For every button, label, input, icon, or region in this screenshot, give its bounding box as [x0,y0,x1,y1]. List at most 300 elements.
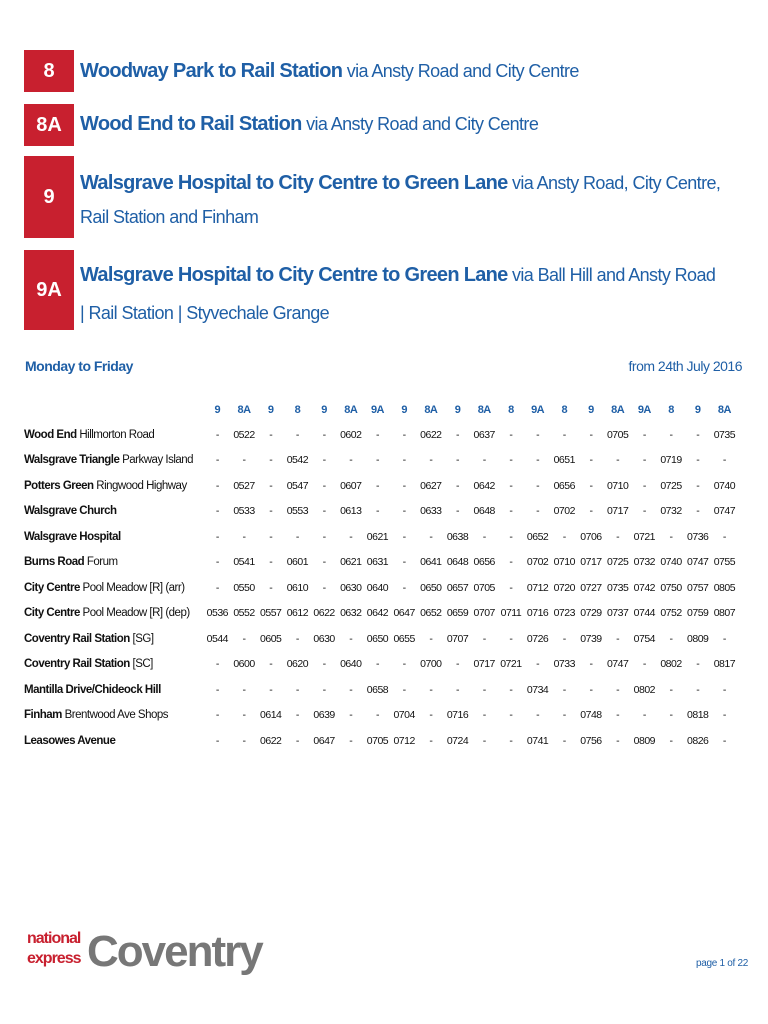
departure-time: - [669,428,673,441]
departure-time: 0637 [473,428,495,441]
departure-time: 0650 [420,581,442,594]
departure-time: 0705 [606,428,629,441]
departure-time: 0747 [713,505,736,518]
departure-time: 0747 [687,556,709,569]
departure-time: 0733 [553,658,575,671]
departure-time: - [402,683,406,696]
departure-time: - [482,683,486,696]
departure-time: - [589,479,593,492]
stop-detail: Parkway Island [119,454,194,467]
departure-time: 0632 [340,607,362,620]
departure-time: - [295,683,299,696]
stop-name [24,499,204,525]
departure-time: - [722,709,726,722]
departure-time: 0613 [340,505,362,518]
route-via: via Ball Hill and Ansty Road | Rail Station | Styvechale Grange [80,265,716,323]
route-title: Woodway Park to Rail Station [80,60,343,82]
departure-time: - [536,454,540,467]
stop-name [24,728,204,754]
departure-time: - [509,454,513,467]
departure-time: - [616,454,620,467]
departure-time: - [375,479,379,492]
departure-time: 0752 [660,607,682,620]
departure-time: - [215,581,219,594]
departure-time: - [349,734,353,747]
departure-time: 0702 [526,556,549,569]
stop-area: Burns Road [24,556,85,569]
departure-time: - [322,658,326,671]
departure-time: - [589,505,593,518]
departure-time: 0744 [633,607,656,620]
logo-coventry-text: Coventry [87,927,262,976]
departure-time: - [402,454,406,467]
departure-time: 0717 [580,556,602,569]
departure-time: 0652 [420,607,442,620]
departure-time: 0717 [606,505,629,518]
national-express-coventry-logo [27,926,262,986]
departure-time: 0607 [340,479,362,492]
departure-time: 0553 [286,505,309,518]
service-number-header: 8 [561,404,568,416]
route-header-9 [24,156,746,238]
route-number-badge: 9A [24,250,74,330]
departure-time: 0630 [340,581,362,594]
stop-detail: [SG] [129,632,154,645]
service-number-header: 8 [294,404,301,416]
stop-area: City Centre [24,581,80,594]
departure-time: 0700 [420,658,442,671]
departure-time: - [295,734,299,747]
stop-area: Walsgrave Church [24,505,117,518]
departure-time: - [242,683,246,696]
departure-time: - [349,530,353,543]
service-number-header: 9 [454,404,461,416]
departure-time: 0656 [473,556,495,569]
departure-time: 0612 [286,607,309,620]
departure-time: - [562,428,566,441]
route-title: Walsgrave Hospital to City Centre to Green Lane [80,172,508,194]
departure-time: - [616,683,620,696]
departure-time: 0621 [366,530,389,543]
departure-time: - [375,454,379,467]
departure-time: 0706 [580,530,602,543]
departure-time: 0736 [687,530,709,543]
timetable-row [24,677,738,703]
service-number-header: 8 [508,404,514,416]
route-header-8 [24,50,579,92]
route-via: via Ansty Road and City Centre [342,61,579,81]
departure-time: - [429,734,433,747]
departure-time: - [322,454,326,467]
route-title: Wood End to Rail Station [80,113,302,135]
departure-time: 0639 [313,709,335,722]
departure-time: - [215,658,219,671]
departure-time: - [322,479,326,492]
departure-time: 0734 [526,683,549,696]
stop-name [24,448,204,474]
departure-time: - [295,428,299,441]
departure-time: - [722,530,726,543]
departure-time: 0527 [233,479,255,492]
effective-date: from 24th July 2016 [628,358,742,374]
departure-time: 0522 [233,428,255,441]
departure-time: 0602 [340,428,362,441]
departure-time: 0802 [633,683,656,696]
departure-time: 0727 [580,581,602,594]
timetable-row [24,728,738,754]
stop-area: Finham [24,709,62,722]
departure-time: 0622 [420,428,442,441]
departure-time: 0659 [446,607,469,620]
departure-time: 0711 [500,607,522,620]
departure-time: 0725 [660,479,682,492]
departure-time: - [509,581,513,594]
departure-time: - [536,479,540,492]
departure-time: - [269,479,273,492]
departure-time: - [642,658,646,671]
departure-time: 0710 [606,479,629,492]
departure-time: - [562,632,566,645]
departure-time: - [269,428,273,441]
route-number-badge: 9 [24,156,74,238]
departure-time: 0600 [233,658,255,671]
departure-time: 0541 [233,556,255,569]
stop-detail: Ringwood Highway [93,479,187,492]
departure-time: - [616,530,620,543]
departure-time: 0707 [473,607,495,620]
departure-time: 0755 [713,556,736,569]
departure-time: - [322,428,326,441]
departure-time: - [589,658,593,671]
departure-time: - [402,556,406,569]
departure-time: 0712 [393,734,415,747]
departure-time: 0651 [553,454,575,467]
departure-time: - [509,709,513,722]
departure-time: - [375,505,379,518]
departure-time: 0552 [233,607,255,620]
departure-time: - [269,581,273,594]
departure-time: - [402,530,406,543]
departure-time: 0642 [473,479,495,492]
departure-time: - [669,709,673,722]
departure-time: - [722,734,726,747]
departure-time: - [642,479,646,492]
departure-time: - [322,581,326,594]
departure-time: 0723 [553,607,575,620]
departure-time: 0735 [713,428,736,441]
departure-time: - [482,530,486,543]
stop-name [24,652,204,678]
departure-time: - [456,658,460,671]
departure-time: 0817 [713,658,736,671]
departure-time: - [269,530,273,543]
timetable-row [24,601,738,627]
departure-time: - [722,632,726,645]
departure-time: - [402,581,406,594]
departure-time: - [482,709,486,722]
departure-time: 0741 [526,734,549,747]
stop-area: Potters Green [24,479,94,492]
departure-time: - [562,709,566,722]
departure-time: 0721 [633,530,656,543]
departure-time: - [536,658,540,671]
departure-time: 0658 [366,683,389,696]
departure-time: 0536 [206,607,229,620]
stop-area: Coventry Rail Station [24,658,130,671]
departure-time: 0747 [606,658,629,671]
departure-time: 0631 [366,556,389,569]
departure-time: - [402,658,406,671]
stop-area: Mantilla Drive/Chideock Hill [24,683,161,696]
service-number-row [24,398,738,422]
departure-time: 0655 [393,632,415,645]
timetable-row [24,626,738,652]
departure-time: - [536,709,540,722]
departure-time: - [616,632,620,645]
departure-time: - [482,454,486,467]
timetable-row [24,422,738,448]
departure-time: 0721 [500,658,522,671]
departure-time: - [642,428,646,441]
departure-time: 0809 [687,632,709,645]
stop-area: Wood End [24,428,77,441]
departure-time: - [215,734,219,747]
departure-time: - [696,658,700,671]
departure-time: 0802 [660,658,682,671]
service-number-header: 8A [424,404,438,416]
departure-time: - [322,556,326,569]
departure-time: - [642,454,646,467]
departure-time: 0717 [473,658,495,671]
departure-time: 0640 [366,581,389,594]
departure-time: 0648 [473,505,495,518]
departure-time: 0614 [260,709,282,722]
service-number-header: 9 [267,404,274,416]
service-number-header: 8A [344,404,358,416]
departure-time: 0702 [553,505,575,518]
departure-time: - [696,428,700,441]
departure-time: - [482,734,486,747]
logo-national-text: national [27,930,81,947]
timetable-row [24,499,738,525]
departure-time: - [349,709,353,722]
departure-time: - [295,709,299,722]
route-description [74,156,746,238]
departure-time: - [269,556,273,569]
departure-time: - [295,530,299,543]
departure-time: - [269,505,273,518]
departure-time: - [429,709,433,722]
departure-time: - [215,683,219,696]
departure-time: - [589,428,593,441]
stop-area: City Centre [24,607,80,620]
departure-time: - [509,632,513,645]
departure-time: - [429,530,433,543]
timetable-row [24,524,738,550]
departure-time: 0716 [446,709,469,722]
departure-time: - [509,505,513,518]
departure-time: 0754 [633,632,656,645]
service-number-header: 9 [321,404,327,416]
departure-time: 0710 [553,556,575,569]
departure-time: 0750 [660,581,682,594]
timetable [24,398,738,754]
departure-time: - [509,479,513,492]
timetable-row [24,575,738,601]
page-number: page 1 of 22 [696,958,749,969]
days-of-operation: Monday to Friday [25,358,133,374]
service-number-header: 8A [477,404,491,416]
departure-time: - [375,658,379,671]
stop-area: Leasowes Avenue [24,734,116,747]
departure-time: 0712 [526,581,549,594]
departure-time: 0740 [660,556,682,569]
departure-time: - [696,505,700,518]
departure-time: 0809 [633,734,656,747]
departure-time: - [402,505,406,518]
departure-time: 0650 [366,632,389,645]
departure-time: - [669,734,673,747]
departure-time: - [322,683,326,696]
departure-time: 0757 [687,581,709,594]
stop-detail: [SC] [129,658,153,671]
departure-time: 0707 [446,632,469,645]
departure-time: 0610 [286,581,309,594]
timetable-row [24,550,738,576]
departure-time: - [616,709,620,722]
stop-name [24,524,204,550]
timetable-row [24,703,738,729]
departure-time: 0759 [687,607,709,620]
departure-time: 0641 [420,556,442,569]
stop-area: Walsgrave Hospital [24,530,121,543]
departure-time: - [456,479,460,492]
departure-time: - [242,734,246,747]
departure-time: 0826 [687,734,709,747]
departure-time: - [215,454,219,467]
departure-time: - [215,428,219,441]
departure-time: 0630 [313,632,335,645]
departure-time: - [696,454,700,467]
departure-time: - [349,683,353,696]
departure-time: 0622 [260,734,282,747]
route-description [74,250,720,330]
route-number-badge: 8 [24,50,74,92]
departure-time: 0818 [687,709,709,722]
departure-time: - [242,709,246,722]
departure-time: - [456,454,460,467]
departure-time: 0621 [340,556,362,569]
departure-time: - [349,632,353,645]
departure-time: - [509,683,513,696]
departure-time: 0724 [446,734,469,747]
departure-time: - [509,530,513,543]
departure-time: - [456,505,460,518]
departure-time: 0726 [526,632,549,645]
stop-name [24,677,204,703]
departure-time: - [215,709,219,722]
stop-detail: Forum [84,556,118,569]
departure-time: 0748 [580,709,602,722]
departure-time: 0737 [606,607,629,620]
route-description [74,50,579,92]
service-number-header: 8 [668,404,674,416]
departure-time: 0729 [580,607,602,620]
departure-time: - [375,709,379,722]
departure-time: 0652 [526,530,549,543]
departure-time: 0656 [553,479,575,492]
departure-time: - [509,734,513,747]
service-number-header: 8A [237,404,251,416]
departure-time: 0550 [233,581,255,594]
departure-time: 0742 [633,581,656,594]
departure-time: 0633 [420,505,442,518]
service-number-header: 9 [694,404,701,416]
departure-time: - [722,683,726,696]
departure-time: - [456,428,460,441]
service-number-header: 9A [637,404,651,416]
departure-time: 0704 [393,709,415,722]
departure-time: - [322,530,326,543]
stop-name [24,626,204,652]
departure-time: - [242,632,246,645]
departure-time: - [509,556,513,569]
departure-time: - [242,454,246,467]
stop-name [24,422,204,448]
stop-name [24,473,204,499]
departure-time: - [295,632,299,645]
service-number-header: 9A [531,404,545,416]
timetable-row [24,652,738,678]
departure-time: - [269,658,273,671]
service-number-header: 9 [214,404,221,416]
departure-time: - [269,683,273,696]
departure-time: - [349,454,353,467]
departure-time: - [589,454,593,467]
departure-time: 0542 [286,454,309,467]
departure-time: - [375,428,379,441]
stop-area: Walsgrave Triangle [24,454,120,467]
departure-time: - [669,530,673,543]
departure-time: 0719 [660,454,682,467]
service-number-header: 9 [401,404,407,416]
departure-time: 0620 [286,658,309,671]
route-description [74,104,538,146]
stop-detail: Brentwood Ave Shops [61,709,169,722]
route-title: Walsgrave Hospital to City Centre to Green Lane [80,264,508,286]
departure-time: - [269,454,273,467]
stop-name [24,703,204,729]
departure-time: - [215,479,219,492]
stop-detail: Hillmorton Road [76,428,155,441]
timetable-row [24,448,738,474]
stop-name [24,550,204,576]
corner-cell [24,398,204,422]
departure-time: 0725 [606,556,629,569]
route-header-9a [24,250,720,330]
departure-time: 0657 [446,581,469,594]
departure-time: 0807 [713,607,736,620]
departure-time: 0720 [553,581,575,594]
route-number-badge: 8A [24,104,74,146]
departure-time: - [589,683,593,696]
departure-time: - [669,632,673,645]
departure-time: - [215,556,219,569]
departure-time: 0705 [366,734,389,747]
departure-time: 0648 [446,556,469,569]
departure-time: - [456,683,460,696]
departure-time: - [429,454,433,467]
